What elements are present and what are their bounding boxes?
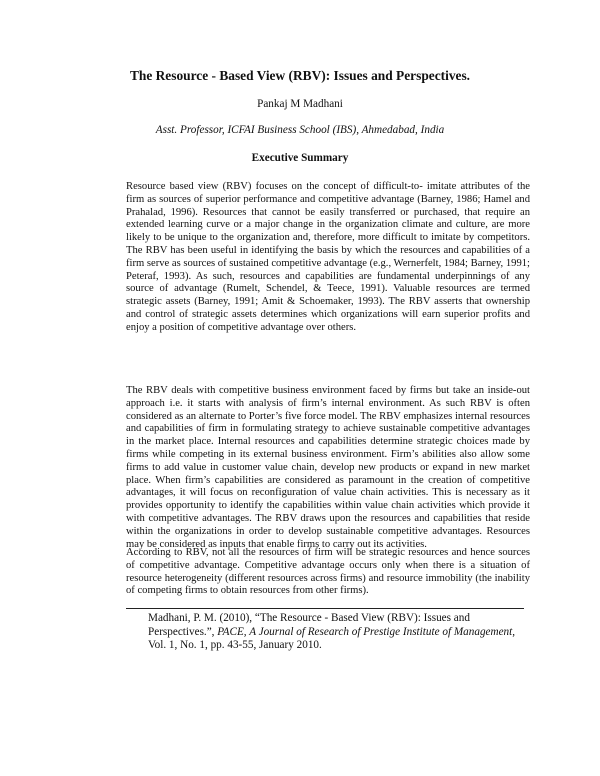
body-paragraph-2: The RBV deals with competitive business environment faced by firms but take an inside-out approach i.e. it starts with analysis of firm’s internal environment. As such RBV is often considered as an alternate to Porter’s five force model. The RBV emphasizes internal resources and capabilities of firm in formulating strategy to achieve sustainable competitive advantages in the market place. Internal resources and capabilities determine strategic choices made by firms while competing in its external business environment. Firm’s abilities also allow some firms to add value in customer value chain, develop new products or expand in new market place. When firm’s capabilities are considered as paramount in the creation of competitive advantages, it will focus on reconfiguration of value chain activities. This is necessary as it provides opportunity to identify the capabilities within value chain activities which provide it with competitive advantages. The RBV draws upon the resources and capabilities that reside within the organizations in order to develop sustainable competitive advantages. Resources may be considered as inputs that enable firms to carry out its activities.: [126, 385, 530, 550]
footnote-divider: [126, 608, 524, 609]
section-heading: Executive Summary: [251, 152, 349, 164]
citation-journal: PACE, A Journal of Research of Prestige Institute of Management: [217, 625, 513, 638]
author-name: Pankaj M Madhani: [257, 98, 343, 110]
citation-details: , Vol. 1, No. 1, pp. 43-55, January 2010.: [148, 625, 516, 652]
author-affiliation: Asst. Professor, ICFAI Business School (IBS), Ahmedabad, India: [155, 124, 445, 136]
paper-title: The Resource - Based View (RBV): Issues and Perspectives.: [129, 68, 471, 83]
body-paragraph-3: According to RBV, not all the resources of firm will be strategic resources and hence sources of competitive advantage. Competitive advantage occurs only when there is a situation of resource heterogeneity (different resources across firms) and resource immobility (the inability of competing firms to obtain resources from other firms).: [126, 547, 530, 597]
body-paragraph-1: Resource based view (RBV) focuses on the concept of difficult-to- imitate attributes of the firm as sources of superior performance and competitive advantage (Barney, 1986; Hamel and Prahalad, 1996). Resources that cannot be easily transferred or purchased, that require an extended learning curve or a major change in the organization climate and culture, are more likely to be unique to the organization and, therefore, more difficult to imitate by competitors. The RBV has been useful in identifying the basis by which the resources and capabilities of a firm serve as sources of sustained competitive advantage (e.g., Wernerfelt, 1984; Barney, 1991; Peteraf, 1993). As such, resources and capabilities are fundamental underpinnings of any source of advantage (Rumelt, Schendel, & Teece, 1991). Valuable resources are termed strategic assets (Barney, 1991; Amit & Schoemaker, 1993). The RBV asserts that ownership and control of strategic assets determines which organizations will earn superior profits and enjoy a position of competitive advantage over others.: [126, 181, 530, 333]
citation-authors-title: Madhani, P. M. (2010), “The Resource - Based View (RBV): Issues and Perspectives.”,: [148, 612, 470, 638]
citation-footnote: [148, 612, 530, 653]
